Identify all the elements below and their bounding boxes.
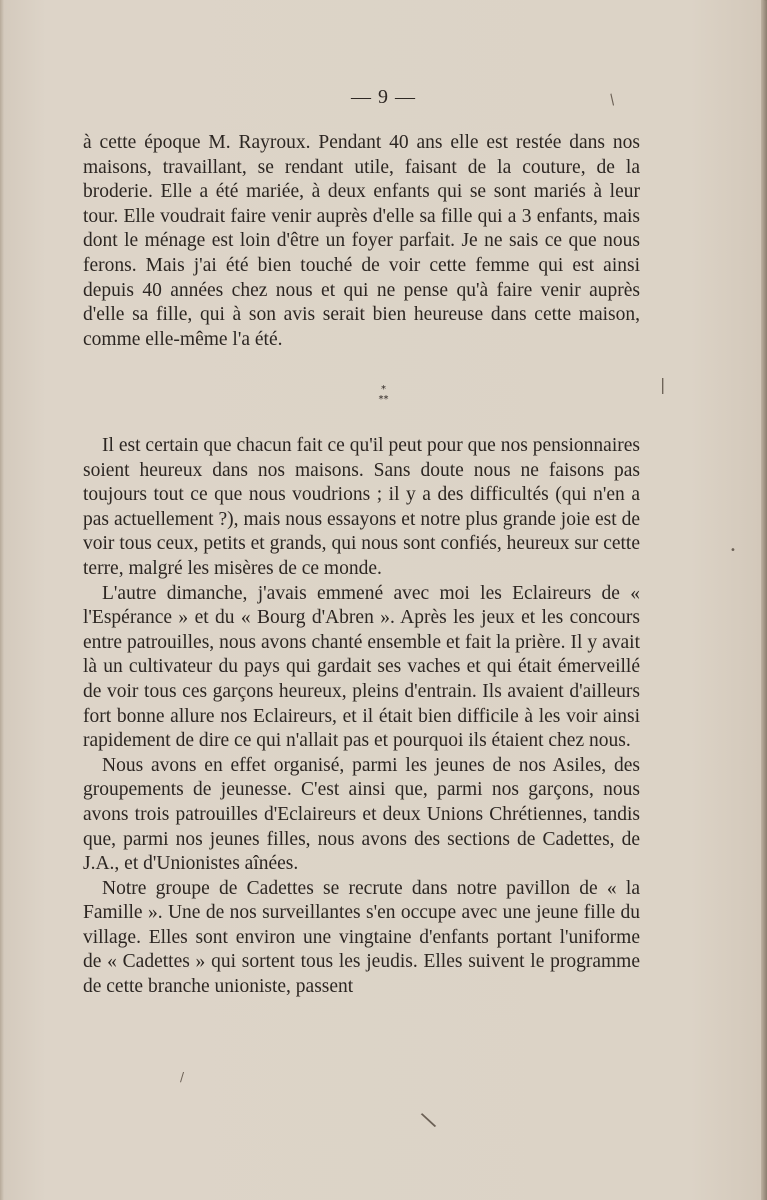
page-left-edge [0,0,4,1200]
scan-speck: • [730,545,736,556]
page-right-edge [761,0,767,1200]
paragraph-continuation [83,131,640,352]
scan-speck: \ [419,1107,439,1134]
page-number: — 9 — [351,86,416,108]
paragraph-2: Il est certain que chacun fait ce qu'il peut pour que nos pensionnaires soient heureux dans nos maisons. Sans doute nous ne faisons pas toujours tout ce que nous voudrions ; il y a des difficultés (qui n'en a pas actuellement ?), mais nous essayons et notre plus grande joie est de voir tous ceux, petits et grands, qui nous sont confiés, heureux sur cette terre, malgré les misères de ce monde. [83,435,640,579]
paragraph-3: L'autre dimanche, j'avais emmené avec moi les Eclaireurs de « l'Espérance » et du « Bourg d'Abren ». Après les jeux et les concours entre patrouilles, nous avons chanté ensemble et fait la prière. Il y avait là un cultivateur du pays qui gardait ses vaches et qui était émerveillé de voir tous ces garçons heureux, pleins d'entrain. Ils avaient d'ailleurs fort bonne allure nos Eclaireurs, et il était bien difficile à les voir ainsi rapidement de dire ce qui n'allait pas et pourquoi ils étaient chez nous. [83,582,640,752]
asterism-top: * [381,384,386,395]
asterism-bottom: ** [378,394,389,405]
scan-speck: | [660,375,666,394]
section-separator-asterism [0,385,767,405]
scan-speck: / [180,1070,185,1084]
paragraph-1: à cette époque M. Rayroux. Pendant 40 ans elle est restée dans nos maisons, travaillant, se rendant utile, faisant de la couture, de la broderie. Elle a été mariée, à deux enfants qui se sont mariés à leur tour. Elle voudrait faire venir auprès d'elle sa fille qui a 3 enfants, mais dont le ménage est loin d'être un foyer parfait. Je ne sais ce que nous ferons. Mais j'ai été bien touché de voir cette femme qui est ainsi depuis 40 années chez nous et qui ne pense qu'à faire venir auprès d'elle sa fille, qui à son avis serait bien heureuse dans cette maison, comme elle-même l'a été. [83,132,640,350]
paragraph-4: Nous avons en effet organisé, parmi les jeunes de nos Asiles, des groupements de jeunesse. C'est ainsi que, parmi nos garçons, nous avons trois patrouilles d'Eclaireurs et deux Unions Chrétiennes, tandis que, parmi nos jeunes filles, nous avons des sections de Cadettes, de J.A., et d'Unionistes aînées. [83,754,640,875]
paragraph-5: Notre groupe de Cadettes se recrute dans notre pavillon de « la Famille ». Une de nos surveillantes s'en occupe avec une jeune fille du village. Elles sont environ une vingtaine d'enfants portant l'uniforme de « Cadettes » qui sortent tous les jeudis. Elles suivent le programme de cette branche unioniste, passent [83,877,640,998]
scan-speck: / [606,91,619,109]
page-corner-fold [727,0,767,21]
body-text-section [83,434,640,1000]
